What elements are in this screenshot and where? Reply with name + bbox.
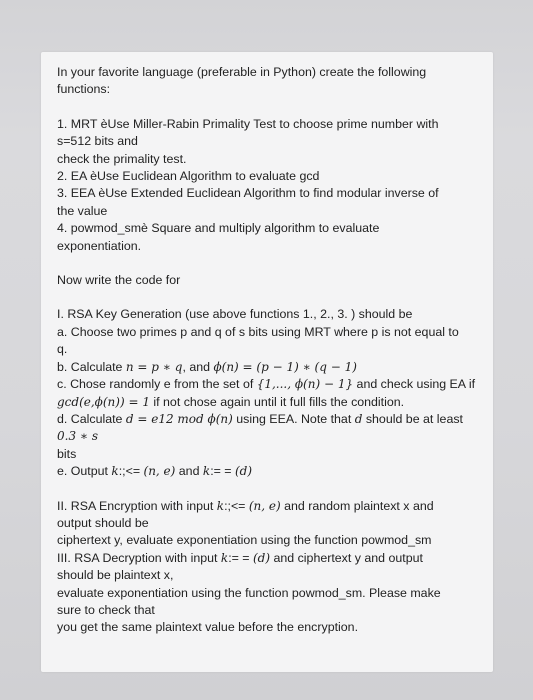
- math-expression: k: [202, 464, 211, 479]
- encryption-line: ciphertext y, evaluate exponentiation using the function powmod_sm: [57, 533, 432, 548]
- keygen-step-d: [57, 428, 477, 445]
- math-expression: k: [220, 550, 229, 565]
- keygen-step-b: [57, 359, 477, 376]
- text-run: and: [175, 464, 203, 479]
- text-run: c. Chose randomly e from the set of: [57, 377, 257, 392]
- math-expression: gcd(e,ϕ(n)) = 1: [57, 394, 150, 409]
- keygen-title: I. RSA Key Generation (use above functions 1., 2., 3. ) should be: [57, 307, 413, 322]
- keygen-step-d: bits: [57, 446, 77, 461]
- encryption-line: output should be: [57, 515, 149, 530]
- function-item-mrt: check the primality test.: [57, 151, 187, 166]
- decryption-line: you get the same plaintext value before the encryption.: [57, 620, 359, 635]
- encryption-line: [57, 498, 477, 515]
- text-run: III. RSA Decryption with input: [57, 550, 221, 565]
- function-item-mrt: 1. MRT èUse Miller-Rabin Primality Test to choose prime number with: [57, 116, 439, 131]
- spacer: [57, 289, 477, 306]
- text-run: :;<=: [118, 464, 144, 479]
- function-item-mrt: s=512 bits and: [57, 134, 138, 149]
- keygen-step-c: [57, 394, 477, 411]
- text-run: :;<=: [224, 498, 249, 513]
- text-run: e. Output: [57, 464, 112, 479]
- text-run: and ciphertext y and output: [270, 550, 423, 565]
- function-item-powmod: exponentiation.: [57, 238, 142, 253]
- decryption-line: [57, 550, 477, 567]
- math-expression: k: [216, 498, 225, 513]
- keygen-step-c: [57, 376, 477, 393]
- math-expression: (n, e): [143, 464, 176, 479]
- function-item-ea: 2. EA èUse Euclidean Algorithm to evaluate gcd: [57, 169, 320, 184]
- math-expression: n = p ∗ q: [125, 359, 183, 374]
- keygen-step-a: q.: [57, 342, 68, 357]
- spacer: [57, 255, 477, 272]
- section-heading: Now write the code for: [57, 273, 181, 288]
- math-expression: (d): [235, 464, 253, 479]
- assignment-text: [57, 64, 477, 637]
- math-expression: 0.3 ∗ s: [57, 429, 99, 444]
- text-run: and random plaintext x and: [280, 498, 434, 513]
- text-run: := =: [228, 550, 253, 565]
- intro-line: functions:: [57, 82, 111, 97]
- keygen-step-e: [57, 463, 477, 480]
- text-run: b. Calculate: [57, 359, 126, 374]
- function-item-eea: the value: [57, 203, 108, 218]
- math-expression: d: [354, 411, 363, 426]
- math-expression: d = e12 mod ϕ(n): [125, 411, 233, 426]
- text-run: , and: [182, 359, 214, 374]
- text-run: and check using EA if: [353, 377, 476, 392]
- math-expression: {1,..., ϕ(n) − 1}: [256, 377, 354, 392]
- math-expression: (n, e): [248, 498, 281, 513]
- text-run: II. RSA Encryption with input: [57, 498, 217, 513]
- decryption-line: should be plaintext x,: [57, 568, 174, 583]
- math-expression: (d): [253, 550, 271, 565]
- text-run: d. Calculate: [57, 411, 126, 426]
- keygen-step-a: a. Choose two primes p and q of s bits using MRT where p is not equal to: [57, 324, 459, 339]
- decryption-line: evaluate exponentiation using the function powmod_sm. Please make: [57, 585, 441, 600]
- decryption-line: sure to check that: [57, 602, 155, 617]
- function-item-powmod: 4. powmod_smè Square and multiply algorithm to evaluate: [57, 221, 380, 236]
- math-expression: ϕ(n) = (p − 1) ∗ (q − 1): [213, 359, 357, 374]
- spacer: [57, 99, 477, 116]
- function-item-eea: 3. EEA èUse Extended Euclidean Algorithm to find modular inverse of: [57, 186, 439, 201]
- text-run: should be at least: [362, 411, 463, 426]
- keygen-step-d: [57, 411, 477, 428]
- intro-line: In your favorite language (preferable in Python) create the following: [57, 65, 427, 79]
- text-run: using EEA. Note that: [232, 411, 355, 426]
- math-expression: k: [111, 464, 119, 479]
- text-run: if not chose again until it full fills the condition.: [149, 394, 405, 409]
- text-run: := =: [210, 464, 235, 479]
- spacer: [57, 481, 477, 498]
